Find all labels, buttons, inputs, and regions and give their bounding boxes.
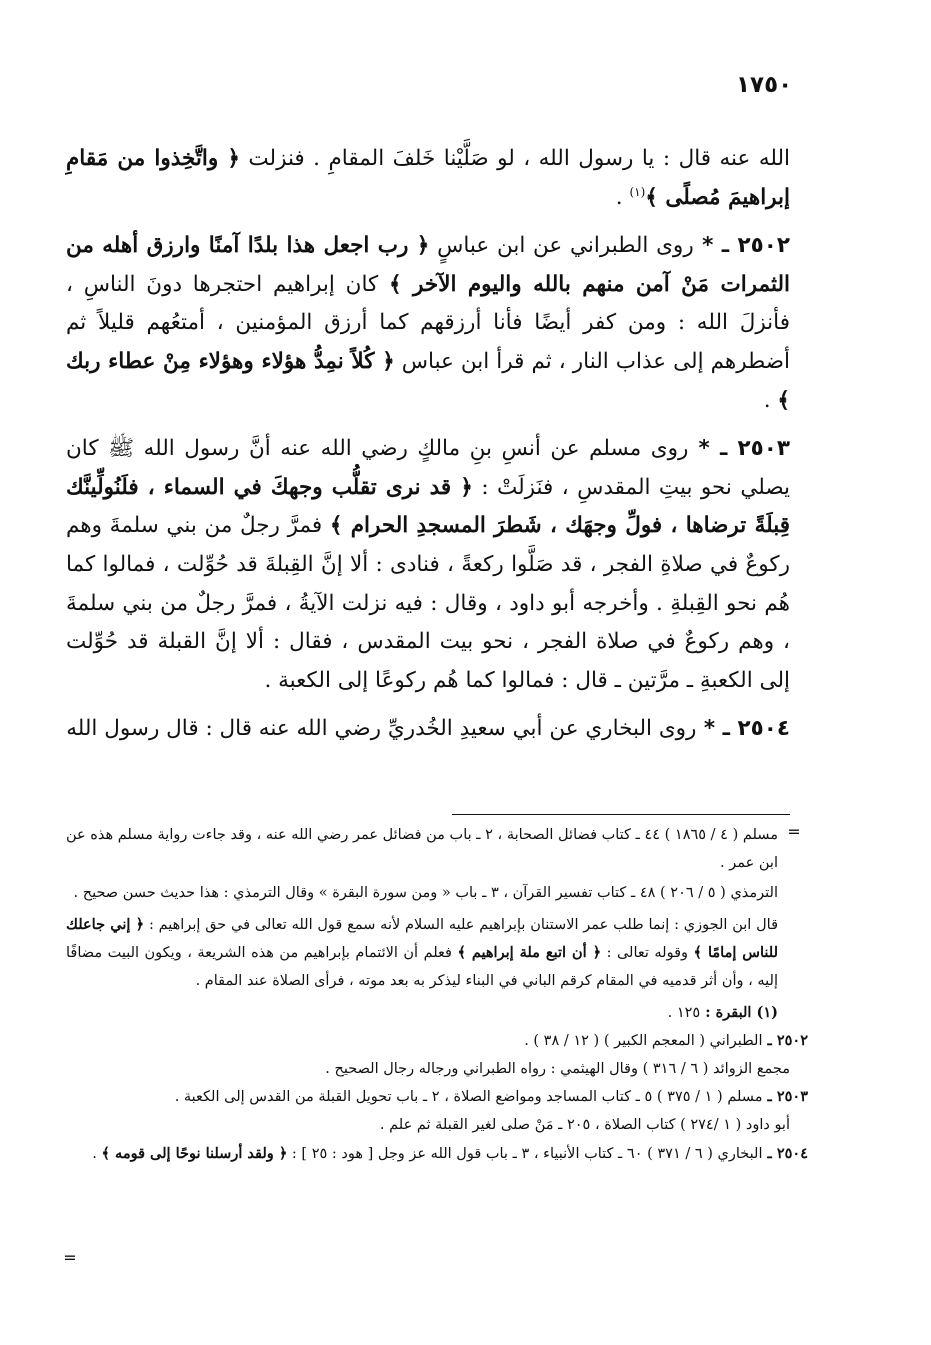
quran-verse: ﴿ واتَّخِذوا من مَقامِ إبراهيمَ مُصلًى ﴾ [66,146,790,210]
note-text: وقوله تعالى : [601,945,694,962]
ref-2503 [66,1083,808,1112]
hadith-number: ٢٥٠٢ ـ * [693,233,790,259]
continuation-mark-bottom: = [63,1248,77,1267]
ref-text: البخاري ( ٦ / ٣٧١ ) ٦٠ ـ كتاب الأنبياء ، ٣ ـ باب قول الله عز وجل [ هود : ٢٥ ] : [287,1145,763,1162]
footnote-divider [452,814,790,815]
ref-2503-note: أبو داود ( ١ /٢٧٤ ) كتاب الصلاة ، ٢٠٥ ـ مَنْ صلى لغير القبلة ثم علم . [379,1116,790,1133]
quran-verse: ﴿ إني جاعلك للناس إمامًا ﴾ [66,915,779,962]
hadith-2502 [66,227,790,420]
ref-text: مسلم ( ١ / ٣٧٥ ) ٥ ـ كتاب المساجد ومواضع الصلاة ، ٢ ـ باب تحويل القبلة من القدس إلى الكعبة . [174,1089,763,1106]
ref-2504 [66,1140,808,1169]
quran-verse: ﴿ أن اتبع ملة إبراهيم ﴾ [457,944,602,962]
quran-verse: ﴿ رب اجعل هذا بلدًا آمنًا وارزق أهله من الثمرات مَنْ آمن منهم بالله واليوم الآخر ﴾ [66,233,790,297]
note-ibn-jawzi [66,911,778,996]
hadith-text-end: . [763,387,778,413]
hadith-2503 [66,430,790,700]
ref-number: ٢٥٠٤ ـ [762,1144,808,1162]
quran-verse: ﴿ ولقد أرسلنا نوحًا إلى قومه ﴾ [101,1144,288,1162]
quran-verse: ﴿ قد نرى تقلُّب وجهكَ في السماء ، فلَنُولِّينَّك قِبلَةً ترضاها ، فولِّ وجهَك ، شَطرَ المسجدِ الحرام ﴾ [66,474,790,539]
continuation-mark-top: = [787,822,801,841]
continuation-paragraph [66,140,790,217]
ref-2502 [66,1027,808,1056]
main-text [66,140,790,749]
note-text: قال ابن الجوزي : إنما طلب عمر الاستنان بإبراهيم عليه السلام لأنه سمع قول الله تعالى في حق إبراهيم : [144,916,779,933]
footnote-ref: (١) [629,184,646,199]
ref-number: ٢٥٠٣ ـ [762,1088,808,1106]
footnotes [66,822,808,1168]
footnote-label: (١) البقرة : [700,1003,778,1021]
continuation-text: الله عنه قال : يا رسول الله ، لو صَلَّيْنا خَلفَ المقامِ . فنزلت [239,146,790,171]
page-number: ١٧٥٠ [736,72,793,98]
hadith-text: روى البخاري عن أبي سعيدِ الخُدريِّ رضي الله عنه قال : قال رسول الله [66,716,697,742]
note-tirmidhi: الترمذي ( ٥ / ٢٠٦ ) ٤٨ ـ كتاب تفسير القرآن ، ٣ ـ باب « ومن سورة البقرة » وقال الترمذي : هذا حديث حسن صحيح . [73,885,778,902]
hadith-number: ٢٥٠٣ ـ * [688,436,790,462]
note-text: فعلم أن الائتمام بإبراهيم من هذه الشريعة ، ويكون البيت مضافًا إليه ، وأن أثر قدميه في المقام كرقم الباني في البناء ليذكر به بعد موته ، فرأى الصلاة عند المقام . [66,945,778,989]
ref-text: الطبراني ( المعجم الكبير ) ( ١٢ / ٣٨ ) . [524,1033,763,1050]
ref-2502-note: مجمع الزوائد ( ٦ / ٣١٦ ) وقال الهيثمي : رواه الطبراني ورجاله رجال الصحيح . [325,1060,790,1077]
quran-verse: ﴿ كُلاً نمِدُّ هؤلاء وهؤلاء مِنْ عطاء ربك ﴾ [66,348,790,413]
hadith-text: فمرَّ رجلٌ من بني سلمةَ وهم ركوعٌ في صلاةِ الفجر ، قد صَلَّوا ركعةً ، فنادى : ألا إنَّ القِبلةَ قد حُوِّلت ، فمالوا كما هُم نحو القِبلةِ . وأخرجه أبو داود ، وقال : فيه نزلت الآيةُ ، فمرَّ رجلٌ من بني سلمةَ ، وهم ركوعٌ في صلاة الفجر ، نحو بيت المقدس ، فقال : ألا إنَّ القبلة قد حُوِّلت إلى الكعبةِ ـ مرَّتين ـ قال : فمالوا كما هُم ركوعًا إلى الكعبة . [66,513,790,693]
continuation-end: . [615,184,630,210]
note-muslim: مسلم ( ٤ / ١٨٦٥ ) ٤٤ ـ كتاب فضائل الصحابة ، ٢ ـ باب من فضائل عمر رضي الله عنه ، وقد جاءت رواية مسلم هذه عن ابن عمر . [66,827,779,871]
hadith-text: روى الطبراني عن ابن عباسٍ [429,233,694,259]
ref-end: . [92,1145,102,1162]
hadith-2504 [66,710,790,749]
hadith-number: ٢٥٠٤ ـ * [696,716,790,742]
footnote-1 [66,999,778,1028]
references [66,1027,808,1168]
footnote-ref-text: ١٢٥ . [667,1004,701,1021]
hadith-text: روى مسلم عن أنسِ بنِ مالكٍ رضي الله عنه أنَّ رسول الله ﷺ كان يصلي نحو بيتِ المقدسِ ، فنَزلَتْ : [66,436,790,500]
hadith-text: كان إبراهيم احتجرها دونَ الناسِ ، فأنزلَ الله : ومن كفر أيضًا فأنا أرزقهم كما أرزق المؤمنين ، أمتعُهم قليلاً ثم أضطرهم إلى عذاب النار ، ثم قرأ ابن عباس [66,271,790,374]
ref-number: ٢٥٠٢ ـ [762,1032,808,1050]
